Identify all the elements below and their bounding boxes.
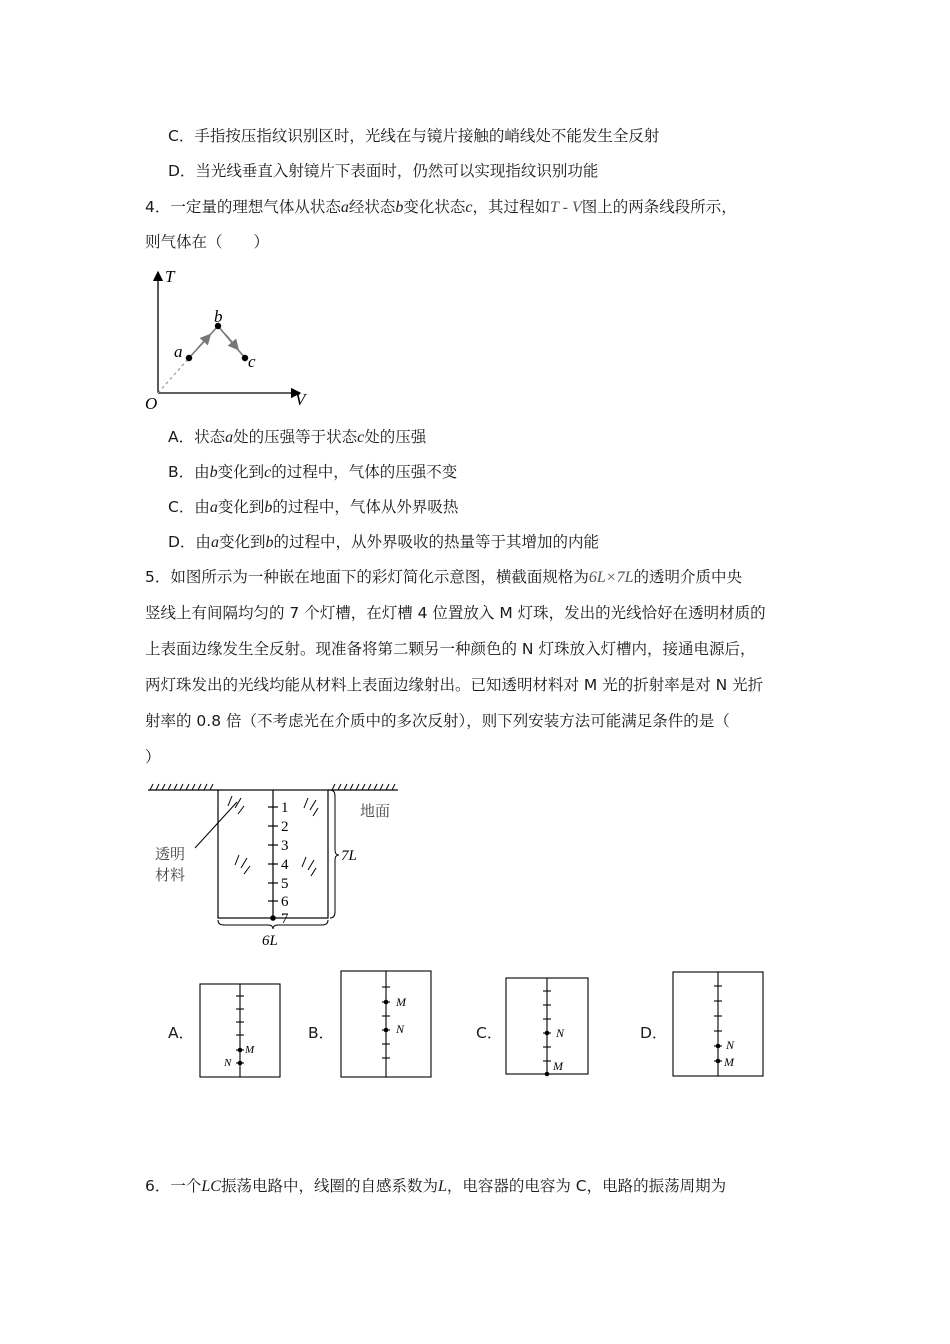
n-bead: [238, 1061, 243, 1066]
q3-option-c: C．手指按压指纹识别区时，光线在与镜片接触的峭线处不能发生全反射: [168, 127, 660, 145]
ground-hatch-right: [332, 784, 395, 790]
material-label-1: 透明: [155, 847, 186, 863]
m-bead: [545, 1072, 550, 1077]
q4-option-a: A．状态a处的压强等于状态c处的压强: [168, 428, 427, 446]
axis-label-v: V: [295, 390, 306, 409]
dashed-extension: [158, 358, 189, 393]
ground-label: 地面: [360, 804, 391, 820]
q4-option-c: C．由a变化到b的过程中，气体从外界吸热: [168, 498, 459, 516]
q5-option-c-label: C．: [476, 1024, 503, 1042]
ground-hatch-left: [150, 784, 213, 790]
origin-label: O: [145, 394, 158, 412]
q4-option-b: B．由b变化到c的过程中，气体的压强不变: [168, 463, 458, 481]
q5-lamp-figure: [140, 780, 410, 950]
width-bracket: [218, 920, 328, 929]
q5-stem-line2: 竖线上有间隔均匀的 7 个灯槽，在灯槽 4 位置放入 M 灯珠，发出的光线恰好在透明材质的: [145, 604, 766, 622]
m-bead: [716, 1059, 721, 1064]
q4-tv-graph: [140, 262, 320, 412]
q4-stem-line1: 4．一定量的理想气体从状态a经状态b变化状态c，其过程如T - V图上的两条线段所示，: [145, 198, 737, 216]
q5-stem-line4: 两灯珠发出的光线均能从材料上表面边缘射出。已知透明材料对 M 光的折射率是对 N 光折: [145, 676, 764, 694]
m-label: M: [553, 1059, 563, 1073]
m-label: M: [396, 995, 406, 1009]
q5-option-b-label: B．: [308, 1024, 335, 1042]
slot-num-5: 5: [281, 876, 289, 892]
slot-num-2: 2: [281, 819, 289, 835]
q3-option-d: D．当光线垂直入射镜片下表面时，仍然可以实现指纹识别功能: [168, 162, 599, 180]
q5-stem-line3: 上表面边缘发生全反射。现准备将第二颗另一种颜色的 N 灯珠放入灯槽内，接通电源后，: [145, 640, 756, 658]
label-c: c: [248, 352, 256, 371]
m-label: M: [724, 1055, 734, 1069]
q5-option-d-label: D．: [640, 1024, 668, 1042]
slot-num-7: 7: [281, 911, 289, 927]
n-label: N: [726, 1038, 735, 1052]
q5-stem-line1: 5．如图所示为一种嵌在地面下的彩灯简化示意图，横截面规格为6L×7L的透明介质中央: [145, 568, 742, 586]
width-label: 6L: [262, 933, 278, 949]
height-bracket: [330, 790, 339, 918]
height-label: 7L: [341, 848, 357, 864]
q5-option-d-figure: [672, 971, 764, 1077]
n-label: N: [224, 1057, 232, 1069]
q5-option-a-label: A．: [168, 1024, 195, 1042]
m-bead: [238, 1048, 243, 1053]
material-label-2: 材料: [155, 868, 186, 884]
q5-option-b-figure: [340, 970, 432, 1078]
slot-num-3: 3: [281, 838, 289, 854]
m-label: M: [245, 1044, 255, 1056]
q6-stem: 6．一个LC振荡电路中，线圈的自感系数为L，电容器的电容为 C，电路的振荡周期为: [145, 1177, 727, 1195]
label-b: b: [214, 307, 223, 326]
label-a: a: [174, 342, 183, 361]
slot-num-4: 4: [281, 857, 289, 873]
n-label: N: [396, 1022, 405, 1036]
arrow-bc: [226, 335, 236, 347]
q5-stem-line6: ）: [145, 748, 161, 766]
slot-numbers: [281, 800, 289, 927]
n-bead: [716, 1044, 721, 1049]
slot-num-6: 6: [281, 894, 289, 910]
q4-option-d: D．由a变化到b的过程中，从外界吸收的热量等于其增加的内能: [168, 533, 599, 551]
q5-option-a-figure: [199, 983, 281, 1078]
arrow-ab: [198, 337, 208, 348]
q5-option-c-figure: [505, 977, 589, 1077]
slot-num-1: 1: [281, 800, 289, 816]
m-bead: [384, 1000, 389, 1005]
n-label: N: [556, 1026, 565, 1040]
n-bead: [545, 1031, 550, 1036]
q5-stem-line5: 射率的 0.8 倍（不考虑光在介质中的多次反射），则下列安装方法可能满足条件的是（: [145, 712, 730, 730]
material-pointer: [195, 802, 237, 848]
point-a: [186, 355, 192, 361]
q4-stem-line2: 则气体在（ ）: [145, 233, 270, 251]
n-bead: [384, 1028, 389, 1033]
axis-label-t: T: [165, 267, 175, 286]
slot-7-dot: [270, 915, 276, 921]
